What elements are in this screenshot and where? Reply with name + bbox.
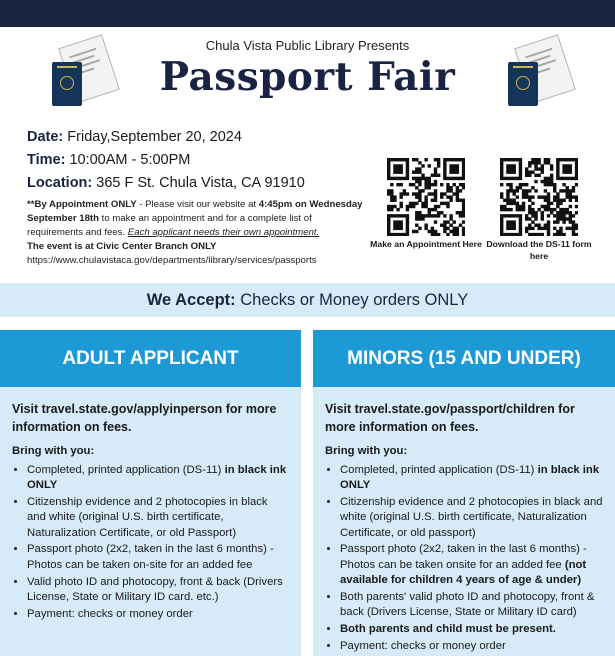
minors-column: [313, 330, 615, 656]
payment-accept: [0, 291, 615, 310]
adult-requirements-list: [12, 463, 289, 622]
appointment-deadline: 4:45pm on Wednesday September 18th: [27, 199, 363, 224]
requirement-item: [340, 542, 603, 588]
requirement-text: Citizenship evidence and 2 photocopies in black and white (original U.S. birth certificate, Naturalization Certificate, or old Passport): [27, 496, 268, 539]
adult-bring-label: Bring with you:: [12, 445, 95, 457]
requirement-item: [27, 607, 289, 622]
appointment-bold: **By Appointment ONLY: [27, 199, 137, 210]
appointment-qr-code[interactable]: [387, 158, 465, 236]
requirement-item: [340, 639, 603, 654]
requirement-text: Completed, printed application (DS-11): [27, 464, 225, 476]
requirement-item: [27, 495, 289, 541]
requirement-item: [340, 590, 603, 621]
appointment-text: - Please visit our website at: [136, 199, 259, 210]
adult-lead: Visit travel.state.gov/applyinperson for more information on fees.: [12, 402, 277, 434]
appointment-note: [27, 198, 367, 268]
requirement-text: Payment: checks or money order: [27, 607, 193, 620]
adult-heading: ADULT APPLICANT: [0, 330, 301, 387]
requirement-text: Completed, printed application (DS-11): [340, 464, 538, 476]
appointment-italic: Each applicant needs their own appointment.: [127, 227, 320, 238]
ds11-qr-caption: Download the DS-11 form here: [486, 239, 592, 261]
date-line: [27, 126, 367, 149]
time-value: 10:00AM - 5:00PM: [69, 152, 191, 168]
requirement-emphasis: in black ink ONLY: [340, 464, 600, 492]
event-details: [27, 126, 367, 195]
accept-value: Checks or Money orders ONLY: [235, 291, 469, 309]
minors-requirements-list: [325, 463, 603, 654]
requirement-item: [340, 495, 603, 541]
requirement-text: Valid photo ID and photocopy, front & back (Drivers License, State or Military ID card. etc.): [27, 575, 283, 603]
location-line: [27, 172, 367, 195]
requirement-text: Both parents' valid photo ID and photocopy, front & back (Drivers License, State or Military ID card): [340, 590, 595, 619]
requirement-text: Citizenship evidence and 2 photocopies in black and white (original U.S. birth certificate, Naturalization Certificate, or old passport): [340, 496, 603, 539]
minors-bring-label: Bring with you:: [325, 445, 408, 457]
passport-url-link[interactable]: https://www.chulavistaca.gov/departments/library/services/passports: [27, 255, 317, 266]
appointment-qr-caption: Make an Appointment Here: [370, 239, 482, 249]
requirement-emphasis: in black ink ONLY: [27, 464, 287, 492]
adult-body: [0, 387, 301, 656]
appointment-text-2: to make an appointment and for a complete list of requirements and fees.: [27, 213, 312, 238]
requirement-item: [27, 575, 289, 606]
requirement-item: [27, 463, 289, 494]
location-value: 365 F St. Chula Vista, CA 91910: [96, 175, 305, 191]
adult-column: [0, 330, 301, 656]
time-label: Time:: [27, 152, 66, 168]
minors-heading: MINORS (15 AND UNDER): [313, 330, 615, 387]
date-value: Friday,September 20, 2024: [67, 129, 242, 145]
requirement-text: Passport photo (2x2, taken in the last 6 months) - Photos can be taken on-site for an added fee: [27, 543, 274, 571]
requirement-emphasis: Both parents and child must be present.: [340, 622, 556, 635]
requirement-item: [340, 463, 603, 494]
requirement-item: [340, 622, 603, 637]
page-title: Passport Fair: [159, 54, 456, 100]
minors-lead: Visit travel.state.gov/passport/children for more information on fees.: [325, 402, 575, 434]
requirement-text: Passport photo (2x2, taken in the last 6 months) - Photos can be taken onsite for an added fee: [340, 543, 587, 571]
top-bar: [0, 0, 615, 27]
requirement-emphasis: (not available for children 4 years of age & under): [340, 558, 587, 587]
branch-note: The event is at Civic Center Branch ONLY: [27, 241, 217, 252]
minors-body: [313, 387, 615, 656]
ds11-qr-code[interactable]: [500, 158, 578, 236]
accept-label: We Accept:: [146, 291, 236, 309]
time-line: [27, 149, 367, 172]
requirement-item: [27, 542, 289, 573]
requirement-text: Payment: checks or money order: [340, 639, 506, 652]
date-label: Date:: [27, 129, 64, 145]
location-label: Location:: [27, 175, 93, 191]
presenter-line: Chula Vista Public Library Presents: [205, 38, 410, 53]
